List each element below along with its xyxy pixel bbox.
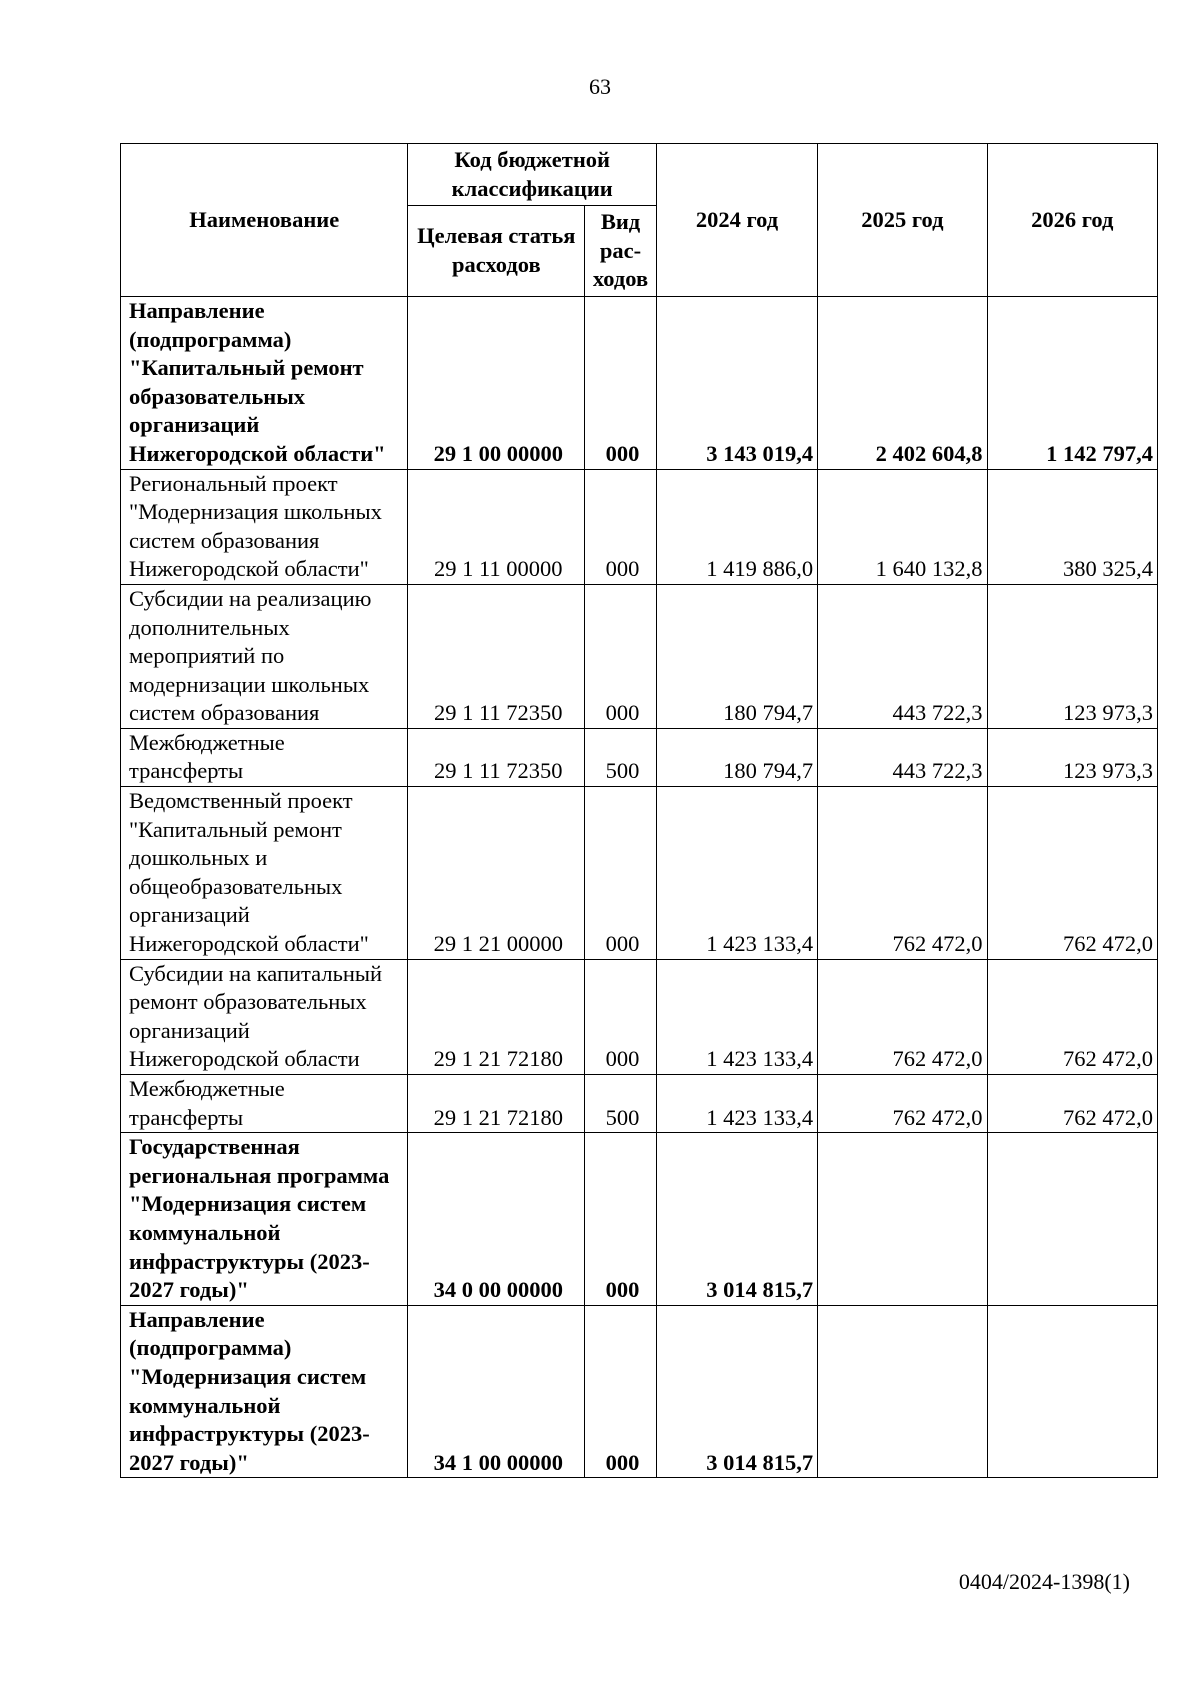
row-value-2024: 1 419 886,0 [656,469,817,584]
row-value-2026 [987,1133,1157,1306]
row-value-2024: 3 014 815,7 [656,1305,817,1478]
row-value-2025: 762 472,0 [818,1075,987,1133]
row-name: Ведомственный проект "Капитальный ремонт дошкольных и общеобразовательных организаций Нижегородской области" [121,787,408,960]
table-body [121,296,1158,1477]
table-row [121,584,1158,728]
row-expense-type: 000 [585,787,657,960]
row-target-article: 29 1 21 72180 [408,959,585,1074]
header-target-article: Целевая статья расходов [408,206,585,297]
document-code: 0404/2024-1398(1) [958,1569,1130,1594]
header-year-2026: 2026 год [987,144,1157,297]
row-value-2024: 3 014 815,7 [656,1133,817,1306]
row-target-article: 29 1 21 72180 [408,1075,585,1133]
row-value-2026: 762 472,0 [987,787,1157,960]
row-target-article: 29 1 11 72350 [408,584,585,728]
row-name: Субсидии на реализацию дополнительных мероприятий по модернизации школьных систем образования [121,584,408,728]
row-value-2026: 123 973,3 [987,728,1157,786]
budget-table [120,143,1158,1478]
row-name: Межбюджетные трансферты [121,728,408,786]
table-row [121,469,1158,584]
table-header [121,144,1158,297]
table-row [121,1133,1158,1306]
row-expense-type: 500 [585,1075,657,1133]
row-expense-type: 000 [585,1305,657,1478]
row-value-2024: 1 423 133,4 [656,787,817,960]
row-name: Субсидии на капитальный ремонт образовательных организаций Нижегородской области [121,959,408,1074]
row-value-2024: 3 143 019,4 [656,296,817,469]
table-row [121,1075,1158,1133]
row-expense-type: 000 [585,1133,657,1306]
row-target-article: 34 0 00 00000 [408,1133,585,1306]
row-value-2025: 443 722,3 [818,728,987,786]
header-year-2024: 2024 год [656,144,817,297]
row-value-2025: 762 472,0 [818,787,987,960]
row-value-2025: 762 472,0 [818,959,987,1074]
row-expense-type: 000 [585,959,657,1074]
row-target-article: 29 1 21 00000 [408,787,585,960]
row-value-2025: 443 722,3 [818,584,987,728]
row-value-2026: 762 472,0 [987,1075,1157,1133]
row-value-2024: 180 794,7 [656,584,817,728]
row-value-2025 [818,1133,987,1306]
header-year-2025: 2025 год [818,144,987,297]
row-target-article: 29 1 00 00000 [408,296,585,469]
row-value-2025 [818,1305,987,1478]
row-target-article: 29 1 11 00000 [408,469,585,584]
row-target-article: 34 1 00 00000 [408,1305,585,1478]
row-value-2025: 1 640 132,8 [818,469,987,584]
row-name: Направление (подпрограмма) "Капитальный ремонт образовательных организаций Нижегородской области" [121,296,408,469]
table-row [121,787,1158,960]
table-row [121,296,1158,469]
row-value-2025: 2 402 604,8 [818,296,987,469]
row-expense-type: 500 [585,728,657,786]
row-name: Региональный проект "Модернизация школьных систем образования Нижегородской области" [121,469,408,584]
row-name: Межбюджетные трансферты [121,1075,408,1133]
table-row [121,1305,1158,1478]
row-name: Государственная региональная программа "Модернизация систем коммунальной инфраструктуры (2023-2027 годы)" [121,1133,408,1306]
row-value-2024: 1 423 133,4 [656,959,817,1074]
row-value-2026: 1 142 797,4 [987,296,1157,469]
header-expense-type: Вид рас-ходов [585,206,657,297]
row-value-2026 [987,1305,1157,1478]
row-value-2026: 380 325,4 [987,469,1157,584]
row-value-2026: 762 472,0 [987,959,1157,1074]
row-value-2024: 1 423 133,4 [656,1075,817,1133]
row-expense-type: 000 [585,296,657,469]
table-row [121,959,1158,1074]
row-expense-type: 000 [585,584,657,728]
row-name: Направление (подпрограмма) "Модернизация систем коммунальной инфраструктуры (2023-2027 годы)" [121,1305,408,1478]
page-number: 63 [589,74,611,99]
row-expense-type: 000 [585,469,657,584]
row-target-article: 29 1 11 72350 [408,728,585,786]
row-value-2024: 180 794,7 [656,728,817,786]
header-name: Наименование [121,144,408,297]
row-value-2026: 123 973,3 [987,584,1157,728]
table-row [121,728,1158,786]
header-budget-code: Код бюджетной классификации [408,144,656,206]
